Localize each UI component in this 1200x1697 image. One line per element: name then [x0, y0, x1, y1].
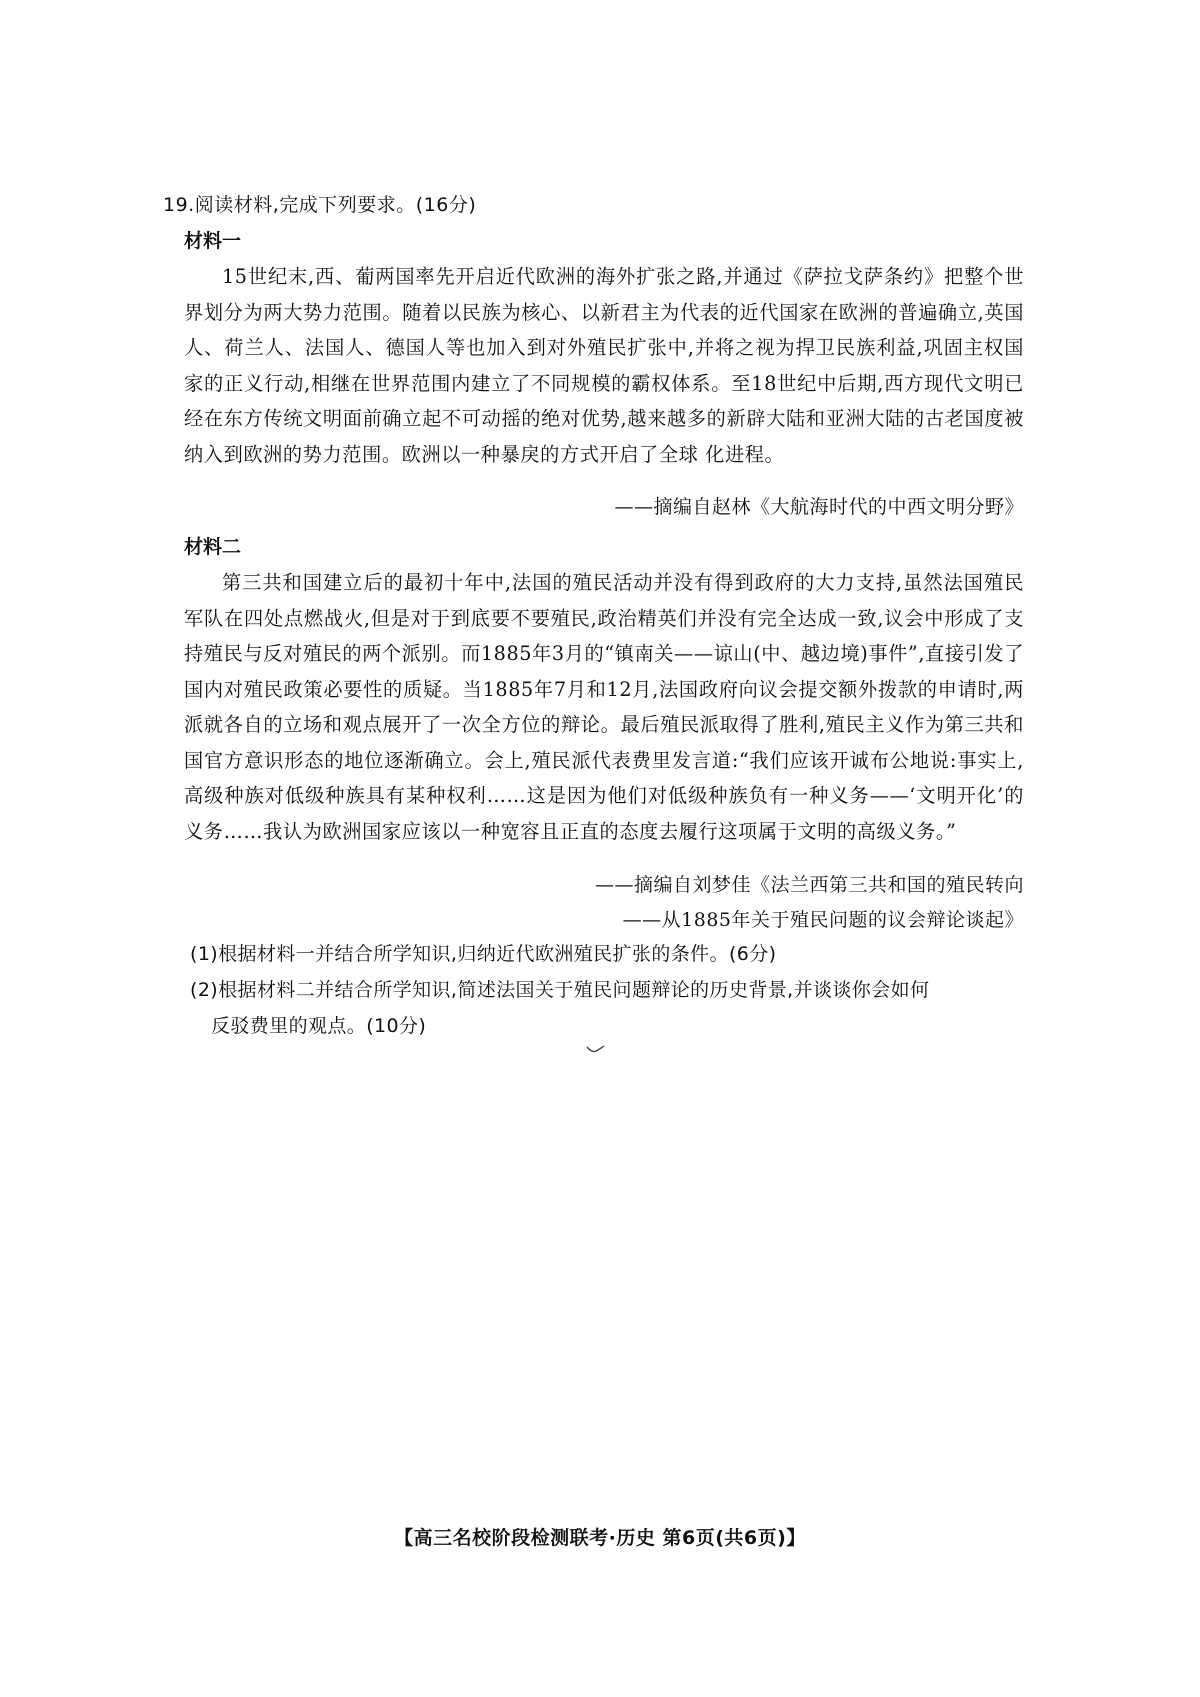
material-2-source-line-1: ——摘编自刘梦佳《法兰西第三共和国的殖民转向: [594, 874, 1024, 896]
material-1-text: 15世纪末,西、葡两国率先开启近代欧洲的海外扩张之路,并通过《萨拉戈萨条约》把整个世界划分为两大势力范围。随着以民族为核心、以新君主为代表的近代国家在欧洲的普遍确立,英国人、荷兰人、法国人、德国人等也加入到对外殖民扩张中,并将之视为捍卫民族利益,巩固主权国家的正义行动,相继在世界范围内建立了不同规模的霸权体系。至18世纪中后期,西方现代文明已经在东方传统文明面前确立起不可动摇的绝对优势,越来越多的新辟大陆和亚洲大陆的古老国度被纳入到欧洲的势力范围。欧洲以一种暴戾的方式开启了全球 化进程。: [184, 265, 1024, 466]
subquestion-2-line-2: 反驳费里的观点。(10分): [211, 1015, 427, 1037]
page-footer: 【高三名校阶段检测联考·历史 第6页(共6页)】: [394, 1527, 806, 1549]
material-2-text: 第三共和国建立后的最初十年中,法国的殖民活动并没有得到政府的大力支持,虽然法国殖民军队在四处点燃战火,但是对于到底要不要殖民,政治精英们并没有完全达成一致,议会中形成了支持殖民与反对殖民的两个派别。而1885年3月的“镇南关——谅山(中、越边境)事件”,直接引发了国内对殖民政策必要性的质疑。当1885年7月和12月,法国政府向议会提交额外拨款的申请时,两派就各自的立场和观点展开了一次全方位的辩论。最后殖民派取得了胜利,殖民主义作为第三共和国官方意识形态的地位逐渐确立。会上,殖民派代表费里发言道:“我们应该开诚布公地说:事实上,高级种族对低级种族具有某种权利……这是因为他们对低级种族负有一种义务——‘文明开化’的义务……我认为欧洲国家应该以一种宽容且正直的态度去履行这项属于文明的高级义务。”: [184, 571, 1024, 843]
scan-mark-icon: [586, 1045, 606, 1055]
material-1-source: ——摘编自赵林《大航海时代的中西文明分野》: [614, 496, 1024, 518]
question-header: 19.阅读材料,完成下列要求。(16分): [163, 194, 477, 216]
material-2-source-line-2: ——从1885年关于殖民问题的议会辩论谈起》: [622, 909, 1024, 931]
subquestion-2: [190, 972, 1040, 1044]
material-1-title: 材料一: [184, 230, 242, 252]
subquestion-2-line-1: (2)根据材料二并结合所学知识,简述法国关于殖民问题辩论的历史背景,并谈谈你会如何: [190, 979, 930, 1001]
subquestion-1: (1)根据材料一并结合所学知识,归纳近代欧洲殖民扩张的条件。(6分): [190, 943, 777, 965]
scan-mark: [586, 1043, 606, 1059]
material-2-title: 材料二: [184, 536, 242, 558]
